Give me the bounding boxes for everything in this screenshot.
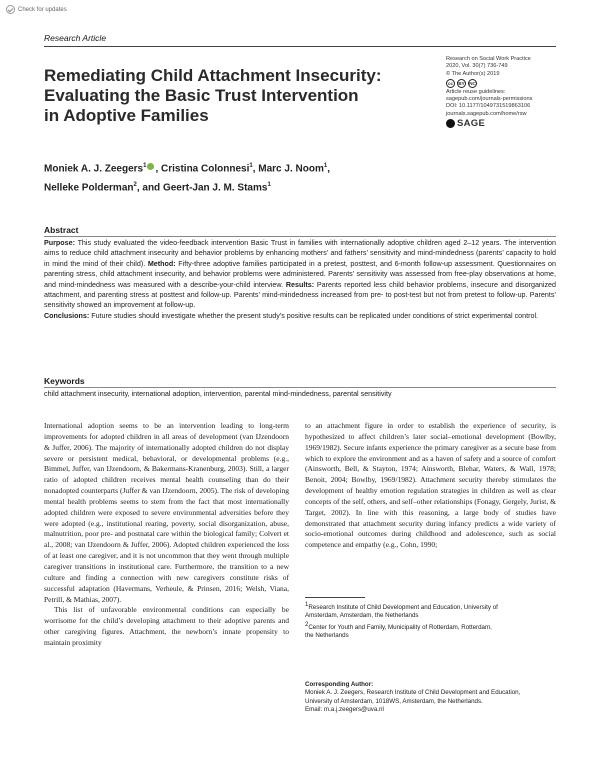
sage-logo — [446, 119, 532, 128]
by-icon: BY — [458, 80, 465, 86]
results-text: Parents reported less child behavior problems, insecure and disorganized attachment, and parenting stress at posttest and follow-up. Parents’ mind-mindedness increased from pre- to post-test but not from pretest to follow-up. Parents’ sensitivity showed an improvement at follow-up. — [44, 280, 557, 310]
body-paragraph: to an attachment figure in order to establish the experience of security, is hypothesized to affect children’s later social–emotional development (Bowlby, 1969/1982). Secure infants experience the primary caregiver as a secure base from which to explore the environment and as a haven of safety and a source of comfort (Ainsworth, Bell, & Stayton, 1974; Ainsworth, Blehar, Waters, & Wall, 1978; Benoit, 2004; Bowlby, 1969/1982). Attachment security thereby stimulates the development of healthy emotion regulation strategies in children as well as clear concepts of the self, others, and self–other relationships (Fonagy, Gergely, Jurist, & Target, 2002). In line with this reasoning, a large body of studies have demonstrated that attachment security during infancy predicts a wide variety of socio-emotional outcomes during childhood and adolescence, such as social competence and empathy (e.g., Cohn, 1990; — [305, 421, 556, 550]
abstract-body — [44, 238, 556, 321]
author-name: , and Geert-Jan J. M. Stams — [136, 182, 268, 194]
affiliation-text: Research Institute of Child Development and Education, University of — [308, 604, 498, 612]
conclusions-text: Future studies should investigate whether the present study’s positive results can be replicated under conditions of strict experimental control. — [89, 311, 539, 320]
header-rule — [44, 46, 556, 47]
keywords-heading: Keywords — [44, 376, 85, 386]
title-line-1: Remediating Child Attachment Insecurity: — [44, 66, 382, 85]
purpose-text: This study evaluated the video-feedback intervention Basic Trust in families with internationally adoptive children aged 2–12 years. The intervention aims to reduce child attachment insecurity and behavior problems by enhancing mothers’ and fathers’ sensitivity and mind-mindedness (parents’ capacity to hold in mind the mind of their child). — [44, 239, 556, 268]
corresponding-author-email[interactable]: Email: m.a.j.zeegers@uva.nl — [305, 706, 384, 714]
title-line-2: Evaluating the Basic Trust Intervention — [44, 86, 359, 105]
check-updates-label: Check for updates — [18, 6, 67, 13]
reuse-guidelines: Article reuse guidelines: — [446, 88, 506, 95]
nc-icon: NC — [469, 80, 476, 86]
abstract-heading: Abstract — [44, 225, 79, 235]
affiliation-sup: 2 — [305, 621, 309, 628]
author-affiliation-sup: 1 — [249, 163, 253, 169]
author-affiliation-sup: 1 — [143, 163, 147, 169]
journal-volume: 2020, Vol. 30(7) 736-749 — [446, 63, 508, 70]
conclusions-label: Conclusions: — [44, 311, 90, 320]
author-name: Nelleke Polderman — [44, 182, 134, 194]
body-column-left — [44, 421, 289, 649]
body-column-right — [305, 421, 556, 551]
body-paragraph: This list of unfavorable environmental conditions can especially be worrisome for the child’s developing attachment to their adoptive parents and other caregiving figures. Attachment, the newborn’s innate propensity to maintain proximity — [44, 605, 289, 647]
copyright: © The Author(s) 2019 — [446, 70, 500, 77]
journal-name: Research on Social Work Practice — [446, 56, 531, 62]
purpose-label: Purpose: — [44, 239, 75, 247]
body-paragraph: International adoption seems to be an intervention leading to long-term improvements for adopted children in all areas of development (van IJzendoorn & Juffer, 2006). The majority of internationally adopted children do not display severe or persistent medical, behavioral, or developmental problems (e.g., Bimmel, Juffer, van IJzendoorn, & Bakermans-Kranenburg, 2003). Still, a larger ratio of adopted children receives mental health counseling than do their nonadopted counterparts (Juffer & van IJzendoorn, 2005). The risk of developing mental health problems seems to stem from the fact that most internationally adopted children were exposed to severe environmental adversities before they were adopted (e.g., institutional rearing, poverty, social disorganization, abuse, malnutrition, poor pre- and postnatal care within the biological family; Colvert et al., 2008; van IJzendoorn & Juffer, 2006). Adopted children experienced the loss of at least one caregiver, and it is not uncommon that they went through multiple caregiver transitions in institutional care. Furthermore, the transition to a new culture and finding a connection with new caregivers constitute risks of successful adaptation (Havermans, Verheule, & Prinsen, 2016; Welsh, Viana, Petrill, & Mathias, 2007). — [44, 421, 289, 604]
check-for-updates-badge[interactable] — [6, 5, 67, 14]
results-label: Results: — [283, 280, 315, 289]
journal-homepage-link[interactable]: journals.sagepub.com/home/rsw — [446, 110, 527, 117]
affiliations — [305, 601, 556, 640]
affiliation-text: the Netherlands — [305, 632, 349, 640]
author-line-1 — [44, 158, 330, 177]
journal-meta — [446, 56, 532, 128]
sage-wordmark: SAGE — [457, 117, 486, 129]
affiliation-sup: 1 — [305, 602, 309, 608]
author-list — [44, 158, 330, 197]
doi[interactable]: DOI: 10.1177/1049731519863106 — [446, 103, 531, 110]
author-affiliation-sup: 1 — [267, 182, 271, 189]
affiliation-text: Amsterdam, Amsterdam, the Netherlands — [305, 612, 419, 620]
author-affiliation-sup: 2 — [133, 182, 137, 189]
permissions-link[interactable]: sagepub.com/journals-permissions — [446, 96, 533, 103]
author-name: , Cristina Colonnesi — [155, 163, 250, 175]
author-separator: , — [327, 163, 330, 175]
corresponding-author — [305, 681, 556, 715]
article-type: Research Article — [44, 33, 107, 43]
cc-icon: cc — [447, 80, 453, 86]
keywords-rule — [44, 387, 556, 388]
cc-license-icon[interactable] — [446, 79, 532, 88]
check-updates-icon — [6, 5, 15, 14]
author-name: , Marc J. Noom — [252, 163, 324, 175]
corresponding-author-text: Moniek A. J. Zeegers, Research Institute of Child Development and Education, — [305, 689, 521, 697]
abstract-rule — [44, 236, 556, 237]
title-line-3: in Adoptive Families — [44, 106, 209, 125]
corresponding-author-text: University of Amsterdam, 1018WS, Amsterdam, the Netherlands. — [305, 697, 483, 705]
method-text: Fifty-three adoptive families participated in a pretest, posttest, and 6-month follow-up assessment. Questionnaires on parenting stress, child attachment insecurity, and behavior problems were administered. Parents’ sensitivity was assessed from free-play observations at home, and mind-mindedness was measured with a describe-your-child interview. — [44, 259, 556, 289]
orcid-icon[interactable] — [147, 163, 154, 170]
author-line-2 — [44, 177, 330, 196]
affiliation-text: Center for Youth and Family, Municipality of Rotterdam, Rotterdam, — [308, 623, 492, 631]
article-title — [44, 66, 414, 126]
method-label: Method: — [145, 259, 176, 268]
author-affiliation-sup: 1 — [323, 163, 328, 169]
corresponding-author-label: Corresponding Author: — [305, 681, 374, 688]
author-name: Moniek A. J. Zeegers — [44, 163, 144, 175]
sage-mark-icon — [446, 119, 455, 128]
keywords-list: child attachment insecurity, international adoption, intervention, parental mind-mindedness, parental sensitivity — [44, 390, 392, 398]
footnote-rule — [305, 597, 365, 598]
